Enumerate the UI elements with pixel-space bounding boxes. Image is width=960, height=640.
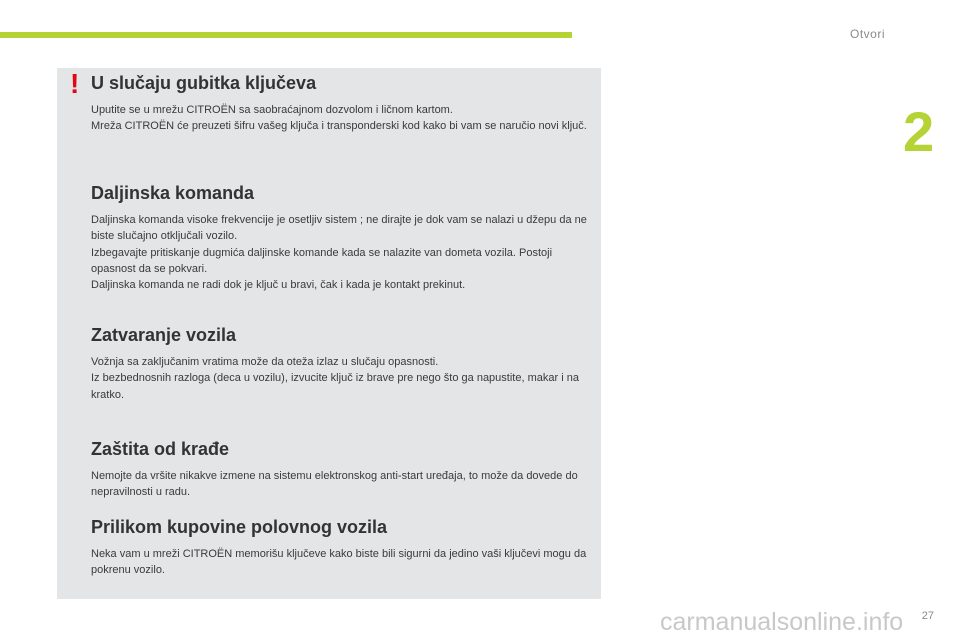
section-title: U slučaju gubitka ključeva: [91, 73, 317, 93]
section-title: Zaštita od krađe: [91, 439, 230, 459]
section-label: Otvori: [849, 27, 885, 41]
section-title: Zatvaranje vozila: [91, 325, 237, 345]
watermark: [660, 608, 950, 638]
section-body: Daljinska komanda visoke frekvencije je osetljiv sistem ; ne dirajte je dok vam se nalazi u džepu da ne biste slučajno otključali vozilo. Izbegavajte pritiskanje dugmića daljinske komande kada se nalazite van dometa vozila. Postoji opasnost da se pokvari. Daljinska komanda ne radi dok je ključ u bravi, čak i kada je kontakt prekinut.: [91, 214, 587, 292]
page-number: 27: [921, 610, 934, 622]
section-used-vehicle: [91, 517, 596, 579]
section-vehicle-locking: [91, 325, 596, 403]
section-title: Prilikom kupovine polovnog vozila: [91, 517, 388, 537]
warning-exclamation-icon: !: [70, 68, 80, 99]
section-lost-keys: [91, 73, 596, 135]
section-title: Daljinska komanda: [91, 183, 255, 203]
section-body: Uputite se u mrežu CITROËN sa saobraćajnom dozvolom i ličnom kartom. Mreža CITROËN će preuzeti šifru vašeg ključa i transponderski kod kako bi vam se naručio novi ključ.: [91, 104, 587, 133]
header-accent-bar: [0, 32, 572, 38]
section-body: Vožnja sa zaključanim vratima može da oteža izlaz u slučaju opasnosti. Iz bezbednosnih razloga (deca u vozilu), izvucite ključ iz brave pre nego što ga napustite, makar i na kratko.: [91, 356, 579, 401]
watermark-text: carmanualsonline.info: [660, 608, 904, 636]
chapter-number: 2: [903, 100, 935, 163]
section-theft-protection: [91, 439, 596, 501]
section-body: Nemojte da vršite nikakve izmene na sistemu elektronskog anti-start uređaja, to može da dovede do nepravilnosti u radu.: [91, 470, 578, 499]
section-body: Neka vam u mreži CITROËN memorišu ključeve kako biste bili sigurni da jedino vaši ključevi mogu da pokrenu vozilo.: [91, 548, 587, 577]
section-remote-control: [91, 183, 596, 293]
